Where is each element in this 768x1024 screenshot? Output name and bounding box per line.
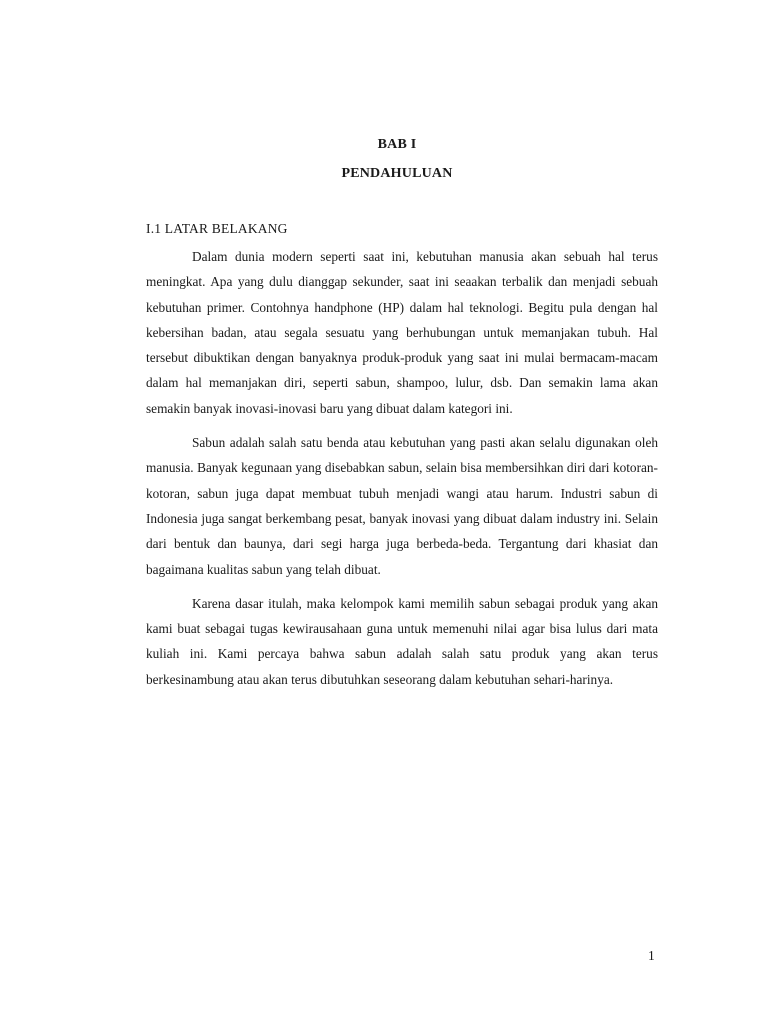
body-text [146,244,658,701]
chapter-number: BAB I [377,137,417,152]
paragraph-1: Dalam dunia modern seperti saat ini, kebutuhan manusia akan sebuah hal terus meningkat. Apa yang dulu dianggap sekunder, saat ini seaakan terbalik dan menjadi sebuah kebutuhan primer. Contohnya handphone (HP) dalam hal teknologi. Begitu pula dengan hal kebersihan badan, atau segala sesuatu yang berhubungan untuk memanjakan tubuh. Hal tersebut dibuktikan dengan banyaknya produk-produk yang saat ini mulai bermacam-macam dalam hal memanjakan diri, seperti sabun, shampoo, lulur, dsb. Dan semakin lama akan semakin banyak inovasi-inovasi baru yang dibuat dalam kategori ini. [146,249,658,416]
paragraph-3: Karena dasar itulah, maka kelompok kami memilih sabun sebagai produk yang akan kami buat sebagai tugas kewirausahaan guna untuk memenuhi nilai agar bisa lulus dari mata kuliah ini. Kami percaya bahwa sabun adalah salah satu produk yang akan terus berkesinambung atau akan terus dibutuhkan seseorang dalam kebutuhan sehari-harinya. [146,595,658,687]
section-heading: I.1 LATAR BELAKANG [146,221,288,236]
chapter-title: PENDAHULUAN [341,166,453,181]
paragraph-2: Sabun adalah salah satu benda atau kebutuhan yang pasti akan selalu digunakan oleh manusia. Banyak kegunaan yang disebabkan sabun, selain bisa membersihkan diri dari kotoran-kotoran, sabun juga dapat membuat tubuh menjadi wangi atau harum. Industri sabun di Indonesia juga sangat berkembang pesat, banyak inovasi yang dibuat dalam industry ini. Selain dari bentuk dan baunya, dari segi harga juga berbeda-beda. Tergantung dari khasiat dan bagaimana kualitas sabun yang telah dibuat. [146,435,658,577]
page-number: 1 [648,948,655,963]
